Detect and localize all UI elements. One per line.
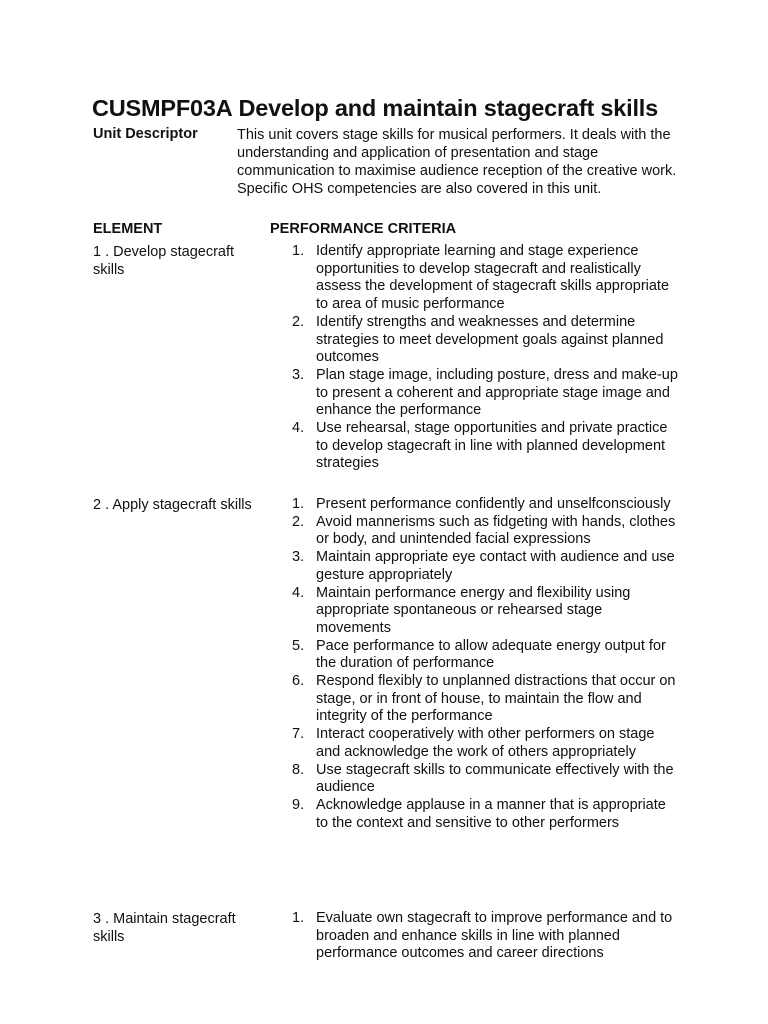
criterion-item: 1. Present performance confidently and unselfconsciously xyxy=(292,496,671,512)
criterion-item: 2. Identify strengths and weaknesses and determine strategies to meet development goals against planned outcomes xyxy=(292,313,664,366)
unit-title xyxy=(92,95,658,122)
criterion-item: 7. Interact cooperatively with other performers on stage and acknowledge the work of others appropriately xyxy=(292,726,655,760)
element-label-1: 1 . Develop stagecraft skills xyxy=(93,244,235,278)
criterion-item: 4. Use rehearsal, stage opportunities and private practice to develop stagecraft in line with planned development strategies xyxy=(292,420,668,472)
criterion-item: 1. Identify appropriate learning and stage experience opportunities to develop stagecraft and realistically assess the development of stagecraft skills appropriate to area of music performance xyxy=(292,243,670,313)
criterion-item: 1. Evaluate own stagecraft to improve performance and to broaden and enhance skills in line with planned performance outcomes and career directions xyxy=(292,910,673,962)
criterion-item: 2. Avoid mannerisms such as fidgeting with hands, clothes or body, and unintended facial expressions xyxy=(292,513,676,548)
criteria-list-2 xyxy=(270,496,680,832)
criteria-list-3 xyxy=(270,910,680,963)
unit-title-text: Develop and maintain stagecraft skills xyxy=(238,95,658,121)
descriptor-label: Unit Descriptor xyxy=(93,126,198,142)
element-label-3: 3 . Maintain stagecraft skills xyxy=(93,911,236,945)
criteria-list-1 xyxy=(270,243,680,473)
criterion-item: 5. Pace performance to allow adequate energy output for the duration of performance xyxy=(292,637,666,672)
unit-code: CUSMPF03A xyxy=(92,95,233,121)
criteria-column-header: PERFORMANCE CRITERIA xyxy=(270,221,457,237)
element-label-2: 2 . Apply stagecraft skills xyxy=(93,497,252,513)
criterion-item: 3. Maintain appropriate eye contact with audience and use gesture appropriately xyxy=(292,549,675,583)
descriptor-text: This unit covers stage skills for musical performers. It deals with the understanding and application of presentation and stage communication to maximise audience reception of the creative work. Specific OHS competencies are also covered in this unit. xyxy=(237,127,677,197)
element-column-header: ELEMENT xyxy=(93,221,163,237)
criterion-item: 6. Respond flexibly to unplanned distractions that occur on stage, or in front of house, to maintain the flow and integrity of the performance xyxy=(292,673,676,725)
criterion-item: 8. Use stagecraft skills to communicate effectively with the audience xyxy=(292,761,674,796)
criterion-item: 9. Acknowledge applause in a manner that is appropriate to the context and sensitive to other performers xyxy=(292,796,666,831)
criterion-item: 3. Plan stage image, including posture, dress and make-up to present a coherent and appropriate stage image and enhance the performance xyxy=(292,366,678,419)
criterion-item: 4. Maintain performance energy and flexibility using appropriate spontaneous or rehearsed stage movements xyxy=(292,584,631,636)
